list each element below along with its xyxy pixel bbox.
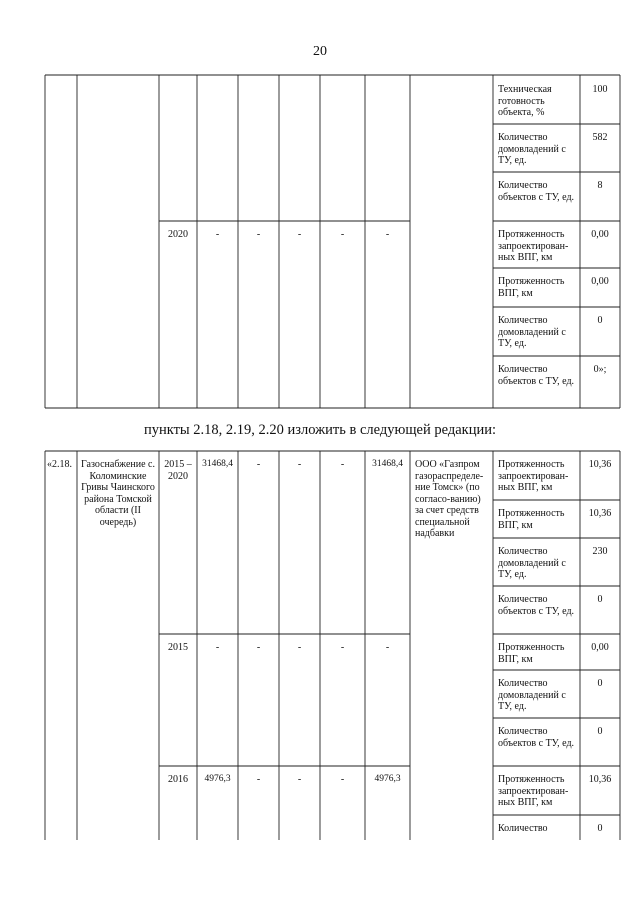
table1-dash-2: - bbox=[256, 229, 261, 240]
table2-period-2-years: 2015 bbox=[168, 642, 188, 653]
table2-indicator-6: Количество домовладений с ТУ, ед. bbox=[498, 678, 566, 712]
table2-value-4: 0 bbox=[597, 594, 603, 605]
table2-indicator-8: Протяженность запроектирован-ных ВПГ, км bbox=[498, 774, 569, 808]
table2-period-1-total: 31468,4 bbox=[202, 459, 233, 469]
table2-period-1-c3: - bbox=[297, 459, 302, 470]
table2-value-2: 10,36 bbox=[588, 508, 612, 519]
table2-value-9: 0 bbox=[597, 823, 603, 834]
table1-indicator-1: Техническая готовность объекта, % bbox=[498, 84, 552, 118]
table1-indicator-5: Протяженность ВПГ, км bbox=[498, 276, 565, 299]
table2-value-1: 10,36 bbox=[588, 459, 612, 470]
table2-period-1-c5: 31468,4 bbox=[372, 459, 403, 469]
table2-value-6: 0 bbox=[597, 678, 603, 689]
table2-period-2-c4: - bbox=[340, 642, 345, 653]
table1-indicator-2: Количество домовладений с ТУ, ед. bbox=[498, 132, 566, 166]
table2-value-5: 0,00 bbox=[591, 642, 609, 653]
table2-period-1-c2: - bbox=[256, 459, 261, 470]
table2-indicator-2: Протяженность ВПГ, км bbox=[498, 508, 565, 531]
table2-period-2-total: - bbox=[215, 642, 220, 653]
table2-period-3-years: 2016 bbox=[168, 774, 188, 785]
table2-period-2-c3: - bbox=[297, 642, 302, 653]
table2-period-1-c4: - bbox=[340, 459, 345, 470]
table2-period-2-c5: - bbox=[385, 642, 390, 653]
table2-executor: ООО «Газпром газораспределе-ние Томск» (по согласо-ванию) за счет средств специальной надбавки bbox=[415, 459, 484, 539]
table1-value-1: 100 bbox=[592, 84, 608, 95]
table2-period-3-c3: - bbox=[297, 774, 302, 785]
table2-period-3-c2: - bbox=[256, 774, 261, 785]
table1-indicator-4: Протяженность запроектирован-ных ВПГ, км bbox=[498, 229, 569, 263]
table2-object-name: Газоснабжение с. Коломинские Гривы Чаинского района Томской области (II очередь) bbox=[81, 459, 155, 528]
table1-dash-3: - bbox=[297, 229, 302, 240]
table1-indicator-7: Количество объектов с ТУ, ед. bbox=[498, 364, 575, 387]
table2-value-7: 0 bbox=[597, 726, 603, 737]
table1-value-7: 0»; bbox=[593, 364, 607, 375]
table1-dash-5: - bbox=[385, 229, 390, 240]
table1-dash-4: - bbox=[340, 229, 345, 240]
table2-period-2-c2: - bbox=[256, 642, 261, 653]
table2-value-3: 230 bbox=[592, 546, 608, 557]
table2-indicator-9: Количество bbox=[498, 823, 548, 834]
table2-item-number: «2.18. bbox=[47, 459, 72, 470]
page-number: 20 bbox=[313, 44, 327, 59]
table2-indicator-1: Протяженность запроектирован-ных ВПГ, км bbox=[498, 459, 569, 493]
table2-value-8: 10,36 bbox=[588, 774, 612, 785]
table2-indicator-3: Количество домовладений с ТУ, ед. bbox=[498, 546, 566, 580]
table1-indicator-6: Количество домовладений с ТУ, ед. bbox=[498, 315, 566, 349]
table1-dash-1: - bbox=[215, 229, 220, 240]
table1-value-4: 0,00 bbox=[591, 229, 609, 240]
table2-period-1-years: 2015 – 2020 bbox=[164, 459, 192, 482]
table1-value-5: 0,00 bbox=[591, 276, 609, 287]
table2-period-3-c5: 4976,3 bbox=[374, 774, 401, 784]
table2-indicator-5: Протяженность ВПГ, км bbox=[498, 642, 565, 665]
table2-indicator-7: Количество объектов с ТУ, ед. bbox=[498, 726, 575, 749]
table2-indicator-4: Количество объектов с ТУ, ед. bbox=[498, 594, 575, 617]
table1-value-3: 8 bbox=[597, 180, 603, 191]
table1-year-2020: 2020 bbox=[168, 229, 188, 240]
table1-indicator-3: Количество объектов с ТУ, ед. bbox=[498, 180, 575, 203]
intro-text: пункты 2.18, 2.19, 2.20 изложить в следующей редакции: bbox=[143, 422, 497, 438]
table1-value-6: 0 bbox=[597, 315, 603, 326]
table2-period-3-c4: - bbox=[340, 774, 345, 785]
table2-period-3-total: 4976,3 bbox=[204, 774, 231, 784]
table1-value-2: 582 bbox=[592, 132, 608, 143]
